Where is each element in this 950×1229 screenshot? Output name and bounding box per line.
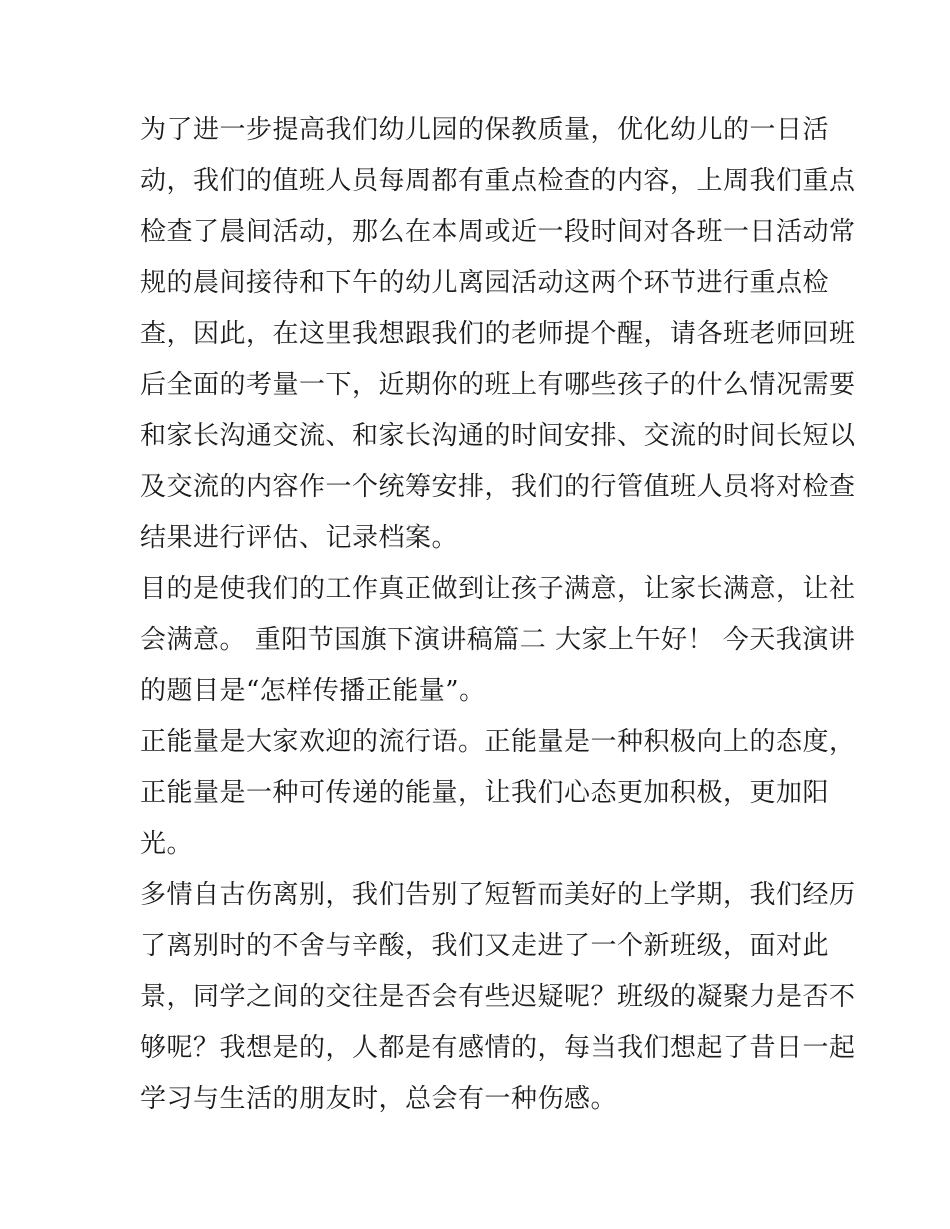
text-line: 会满意。 重阳节国旗下演讲稿篇二 大家上午好！ 今天我演讲 xyxy=(140,625,856,655)
text-line: 规的晨间接待和下午的幼儿离园活动这两个环节进行重点检 xyxy=(140,268,830,298)
text-line: 结果进行评估、记录档案。 xyxy=(140,523,459,553)
text-line: 和家长沟通交流、和家长沟通的时间安排、交流的时间长短以 xyxy=(140,421,856,451)
text-line: 的题目是“怎样传播正能量”。 xyxy=(140,676,486,706)
text-line: 正能量是大家欢迎的流行语。正能量是一种积极向上的态度， xyxy=(140,727,856,757)
text-line: 景，同学之间的交往是否会有些迟疑呢？班级的凝聚力是否不 xyxy=(140,982,856,1012)
text-line: 正能量是一种可传递的能量，让我们心态更加积极，更加阳 xyxy=(140,778,830,808)
text-line: 后全面的考量一下，近期你的班上有哪些孩子的什么情况需要 xyxy=(140,370,856,400)
text-line: 了离别时的不舍与辛酸，我们又走进了一个新班级，面对此 xyxy=(140,931,830,961)
text-line: 查，因此，在这里我想跟我们的老师提个醒，请各班老师回班 xyxy=(140,319,856,349)
text-line: 及交流的内容作一个统筹安排，我们的行管值班人员将对检查 xyxy=(140,472,856,502)
text-line: 检查了晨间活动，那么在本周或近一段时间对各班一日活动常 xyxy=(140,217,856,247)
text-line: 学习与生活的朋友时，总会有一种伤感。 xyxy=(140,1084,618,1114)
text-line: 动，我们的值班人员每周都有重点检查的内容，上周我们重点 xyxy=(140,166,856,196)
text-line: 够呢？我想是的，人都是有感情的，每当我们想起了昔日一起 xyxy=(140,1033,856,1063)
document-body xyxy=(140,105,856,1125)
text-line: 多情自古伤离别，我们告别了短暂而美好的上学期，我们经历 xyxy=(140,880,856,910)
text-line: 为了进一步提高我们幼儿园的保教质量，优化幼儿的一日活 xyxy=(140,115,830,145)
text-line: 目的是使我们的工作真正做到让孩子满意，让家长满意，让社 xyxy=(140,574,856,604)
text-line: 光。 xyxy=(140,829,194,859)
